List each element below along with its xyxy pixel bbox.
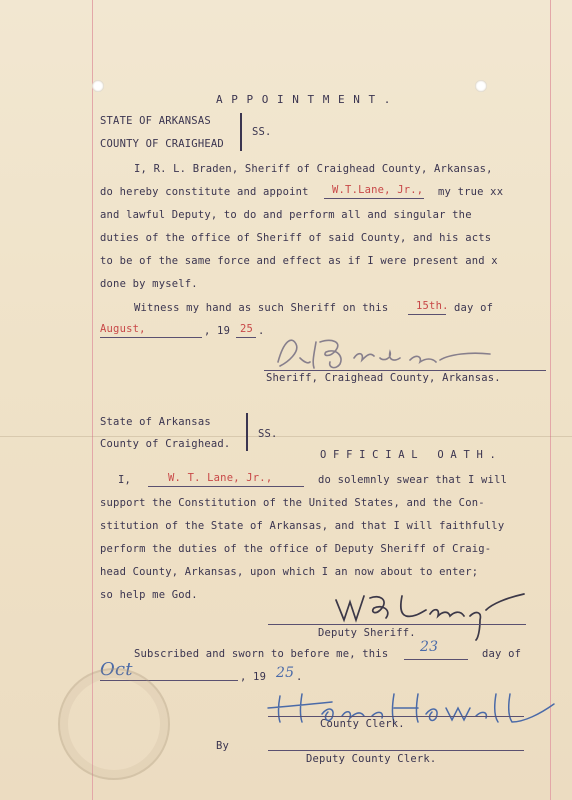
appointment-line-1: I, R. L. Braden, Sheriff of Craighead County, Arkansas, <box>134 163 493 175</box>
oath-ss: SS. <box>258 428 278 440</box>
oath-line-4: perform the duties of the office of Deputy Sheriff of Craig- <box>100 543 492 555</box>
oath-line-6: so help me God. <box>100 589 198 601</box>
subscribed-year-end: . <box>296 671 303 683</box>
witness-year: 25 <box>240 323 254 335</box>
by-label: By <box>216 740 230 752</box>
subscribed-year-prefix: , 19 <box>240 671 267 683</box>
sheriff-signature-line <box>264 370 546 371</box>
appointment-line-3: and lawful Deputy, to do and perform all and singular the <box>100 209 472 221</box>
appointment-line-6: done by myself. <box>100 278 198 290</box>
sheriff-title: Sheriff, Craighead County, Arkansas. <box>266 372 501 384</box>
clerk-signature <box>262 688 562 728</box>
deputy-signature-line <box>268 624 526 625</box>
oath-line-5: head County, Arkansas, upon which I an now about to enter; <box>100 566 479 578</box>
oath-state: State of Arkansas <box>100 416 211 428</box>
subscribed-text-a: Subscribed and sworn to before me, this <box>134 648 389 660</box>
clerk-title: County Clerk. <box>320 718 405 730</box>
appointee-underline <box>324 198 424 199</box>
clerk-signature-line <box>268 716 524 717</box>
witness-year-end: . <box>258 325 265 337</box>
deputy-clerk-signature-line <box>268 750 524 751</box>
witness-year-prefix: , 19 <box>204 325 231 337</box>
subscribed-month: Oct <box>100 659 133 680</box>
oath-line-1b: do solemnly swear that I will <box>318 474 508 486</box>
subscribed-day-underline <box>404 659 468 660</box>
appointment-ss: SS. <box>252 126 272 138</box>
margin-rule-right <box>550 0 551 800</box>
deputy-clerk-title: Deputy County Clerk. <box>306 753 437 765</box>
oath-line-1a: I, <box>118 474 132 486</box>
oath-name-underline <box>148 486 304 487</box>
appointee-name: W.T.Lane, Jr., <box>332 184 424 196</box>
appointment-line-2b: my true xx <box>438 186 504 198</box>
appointment-line-4: duties of the office of Sheriff of said County, and his acts <box>100 232 492 244</box>
witness-month-underline <box>100 337 202 338</box>
witness-text-a: Witness my hand as such Sheriff on this <box>134 302 389 314</box>
subscribed-text-b: day of <box>482 648 522 660</box>
appointment-state: STATE OF ARKANSAS <box>100 115 211 127</box>
sheriff-signature <box>270 332 500 374</box>
deputy-title: Deputy Sheriff. <box>318 627 416 639</box>
county-seal-embossed <box>58 668 170 780</box>
subscribed-year: 25 <box>276 665 295 681</box>
fold-crease <box>0 436 572 437</box>
appointment-title: A P P O I N T M E N T . <box>216 93 392 106</box>
oath-bracket <box>246 413 248 451</box>
witness-year-underline <box>236 337 256 338</box>
witness-text-b: day of <box>454 302 494 314</box>
witness-day-underline <box>408 314 446 315</box>
subscribed-day: 23 <box>420 639 439 655</box>
oath-name: W. T. Lane, Jr., <box>168 472 273 484</box>
punch-hole-right <box>475 80 487 92</box>
oath-line-3: stitution of the State of Arkansas, and that I will faithfully <box>100 520 505 532</box>
appointment-county: COUNTY OF CRAIGHEAD <box>100 138 224 150</box>
appointment-line-5: to be of the same force and effect as if I were present and x <box>100 255 498 267</box>
witness-day: 15th. <box>416 300 449 312</box>
punch-hole-left <box>92 80 104 92</box>
oath-title: O F F I C I A L O A T H . <box>320 449 497 461</box>
appointment-line-2a: do hereby constitute and appoint <box>100 186 309 198</box>
witness-month: August, <box>100 323 146 335</box>
appointment-bracket <box>240 113 242 151</box>
oath-county: County of Craighead. <box>100 438 231 450</box>
oath-line-2: support the Constitution of the United States, and the Con- <box>100 497 485 509</box>
